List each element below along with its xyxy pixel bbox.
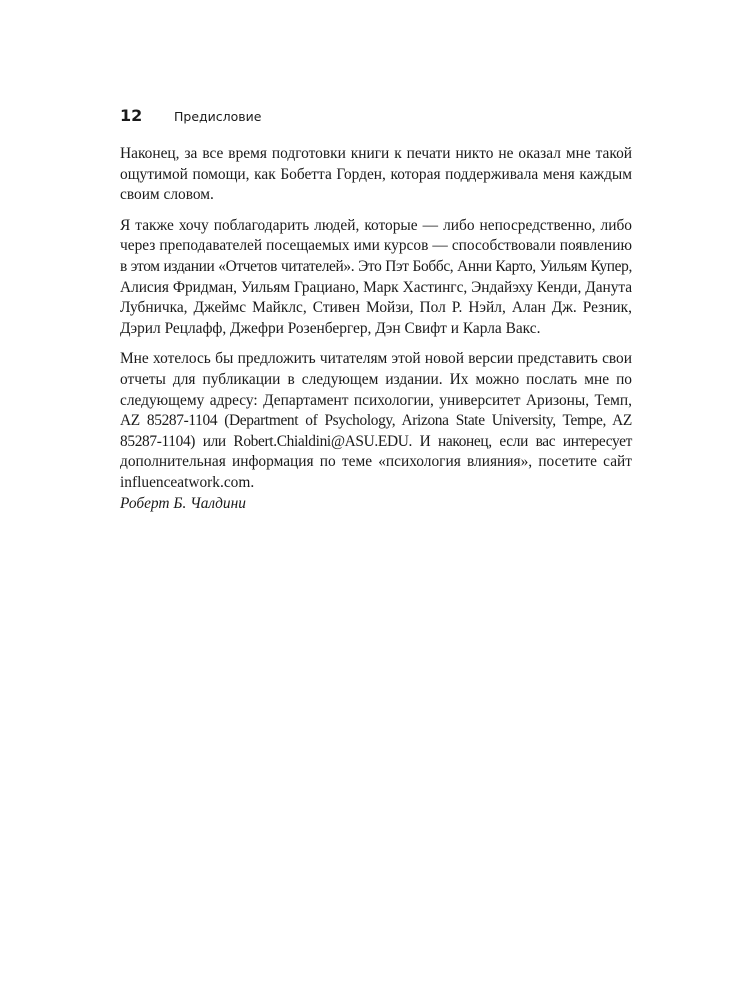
text-line: Наконец, за все время подготовки книги к печати никто не оказал мне такой xyxy=(120,145,632,162)
running-head xyxy=(120,106,640,128)
text-line: отчеты для публикации в следующем издании. Их можно послать мне по xyxy=(120,370,632,388)
text-line: Я также хочу поблагодарить людей, которые — либо непосредственно, либо xyxy=(120,216,632,234)
text-line: influenceatwork.com. xyxy=(120,473,255,491)
text-line: Лубничка, Джеймс Майклс, Стивен Мойзи, Пол Р. Нэйл, Алан Дж. Резник, xyxy=(120,299,632,317)
text-line: ощутимой помощи, как Бобетта Горден, которая поддерживала меня каждым xyxy=(120,165,632,183)
paragraph-acknowledgement-readers xyxy=(120,216,632,340)
author-signature: Роберт Б. Чалдини xyxy=(120,494,246,512)
page-number: 12 xyxy=(120,106,143,125)
text-line: Алисия Фридман, Уильям Грациано, Марк Хастингс, Эндайэху Кенди, Данута xyxy=(120,278,632,296)
section-title: Предисловие xyxy=(174,109,262,124)
text-line: дополнительная информация по теме «психология влияния», посетите сайт xyxy=(120,453,632,471)
text-line: своим словом. xyxy=(120,186,214,204)
text-line: Дэрил Рецлафф, Джефри Розенбергер, Дэн Свифт и Карла Вакс. xyxy=(120,319,541,337)
paragraph-contact-info xyxy=(120,349,632,514)
text-line: 85287-1104) или Robert.Chialdini@ASU.EDU. И наконец, если вас интересует xyxy=(120,432,632,450)
text-line: через преподавателей посещаемых ими курсов — способствовали появлению xyxy=(120,237,632,255)
text-line: Мне хотелось бы предложить читателям этой новой версии представить свои xyxy=(120,350,632,368)
text-line: AZ 85287-1104 (Department of Psychology, Arizona State University, Tempe, AZ xyxy=(120,412,632,430)
body-text xyxy=(120,144,632,524)
text-line: в этом издании «Отчетов читателей». Это Пэт Боббс, Анни Карто, Уильям Купер, xyxy=(120,257,632,275)
text-line: следующему адресу: Департамент психологии, университет Аризоны, Темп, xyxy=(120,391,632,409)
paragraph-acknowledgement-gorden xyxy=(120,144,632,206)
